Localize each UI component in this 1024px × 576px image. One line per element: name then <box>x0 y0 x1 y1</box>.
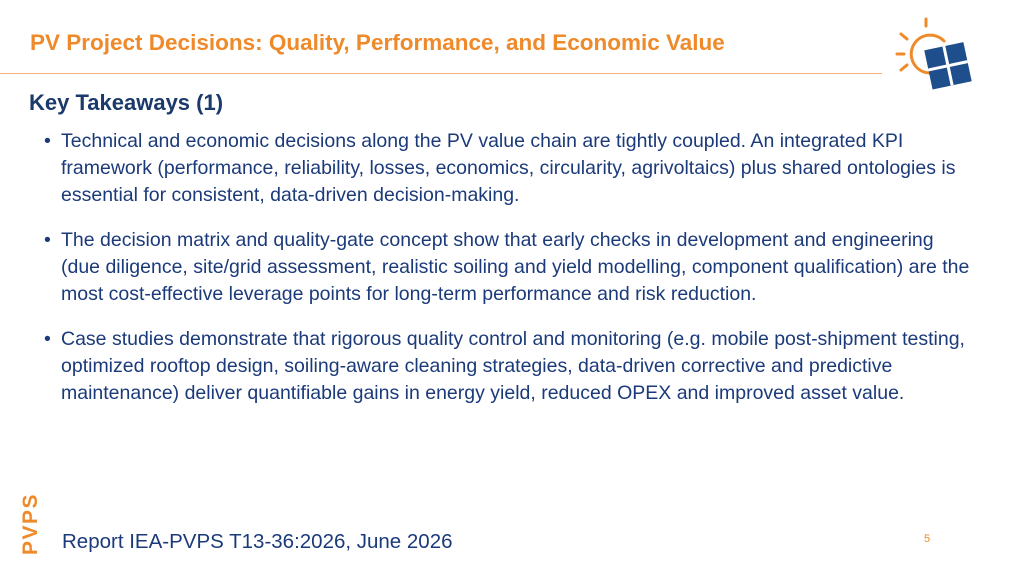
list-item <box>44 227 974 308</box>
section-heading: Key Takeaways (1) <box>29 90 224 115</box>
bullet-text: Technical and economic decisions along the PV value chain are tightly coupled. An integrated KPI framework (performance, reliability, losses, economics, circularity, agrivoltaics) plus shared ontologies is essential for consistent, data-driven decision-making. <box>61 130 956 206</box>
slide-title: PV Project Decisions: Quality, Performance, and Economic Value <box>30 30 725 55</box>
title-divider <box>0 73 882 74</box>
bullet-icon: • <box>44 229 51 251</box>
report-reference: Report IEA-PVPS T13-36:2026, June 2026 <box>62 530 453 553</box>
bullet-icon: • <box>44 130 51 152</box>
list-item <box>44 128 974 209</box>
brand-wordmark: PVPS <box>19 492 42 555</box>
page-number: 5 <box>924 533 931 545</box>
sun-solar-panel-icon <box>892 14 974 92</box>
list-item <box>44 326 974 407</box>
takeaways-list <box>44 128 974 425</box>
bullet-icon: • <box>44 328 51 350</box>
bullet-text: Case studies demonstrate that rigorous quality control and monitoring (e.g. mobile post-shipment testing, optimized rooftop design, soiling-aware cleaning strategies, data-driven corrective and predictive maintenance) deliver quantifiable gains in energy yield, reduced OPEX and improved asset value. <box>61 328 965 404</box>
bullet-text: The decision matrix and quality-gate concept show that early checks in development and engineering (due diligence, site/grid assessment, realistic soiling and yield modelling, component qualification) are the most cost-effective leverage points for long-term performance and risk reduction. <box>61 229 970 305</box>
